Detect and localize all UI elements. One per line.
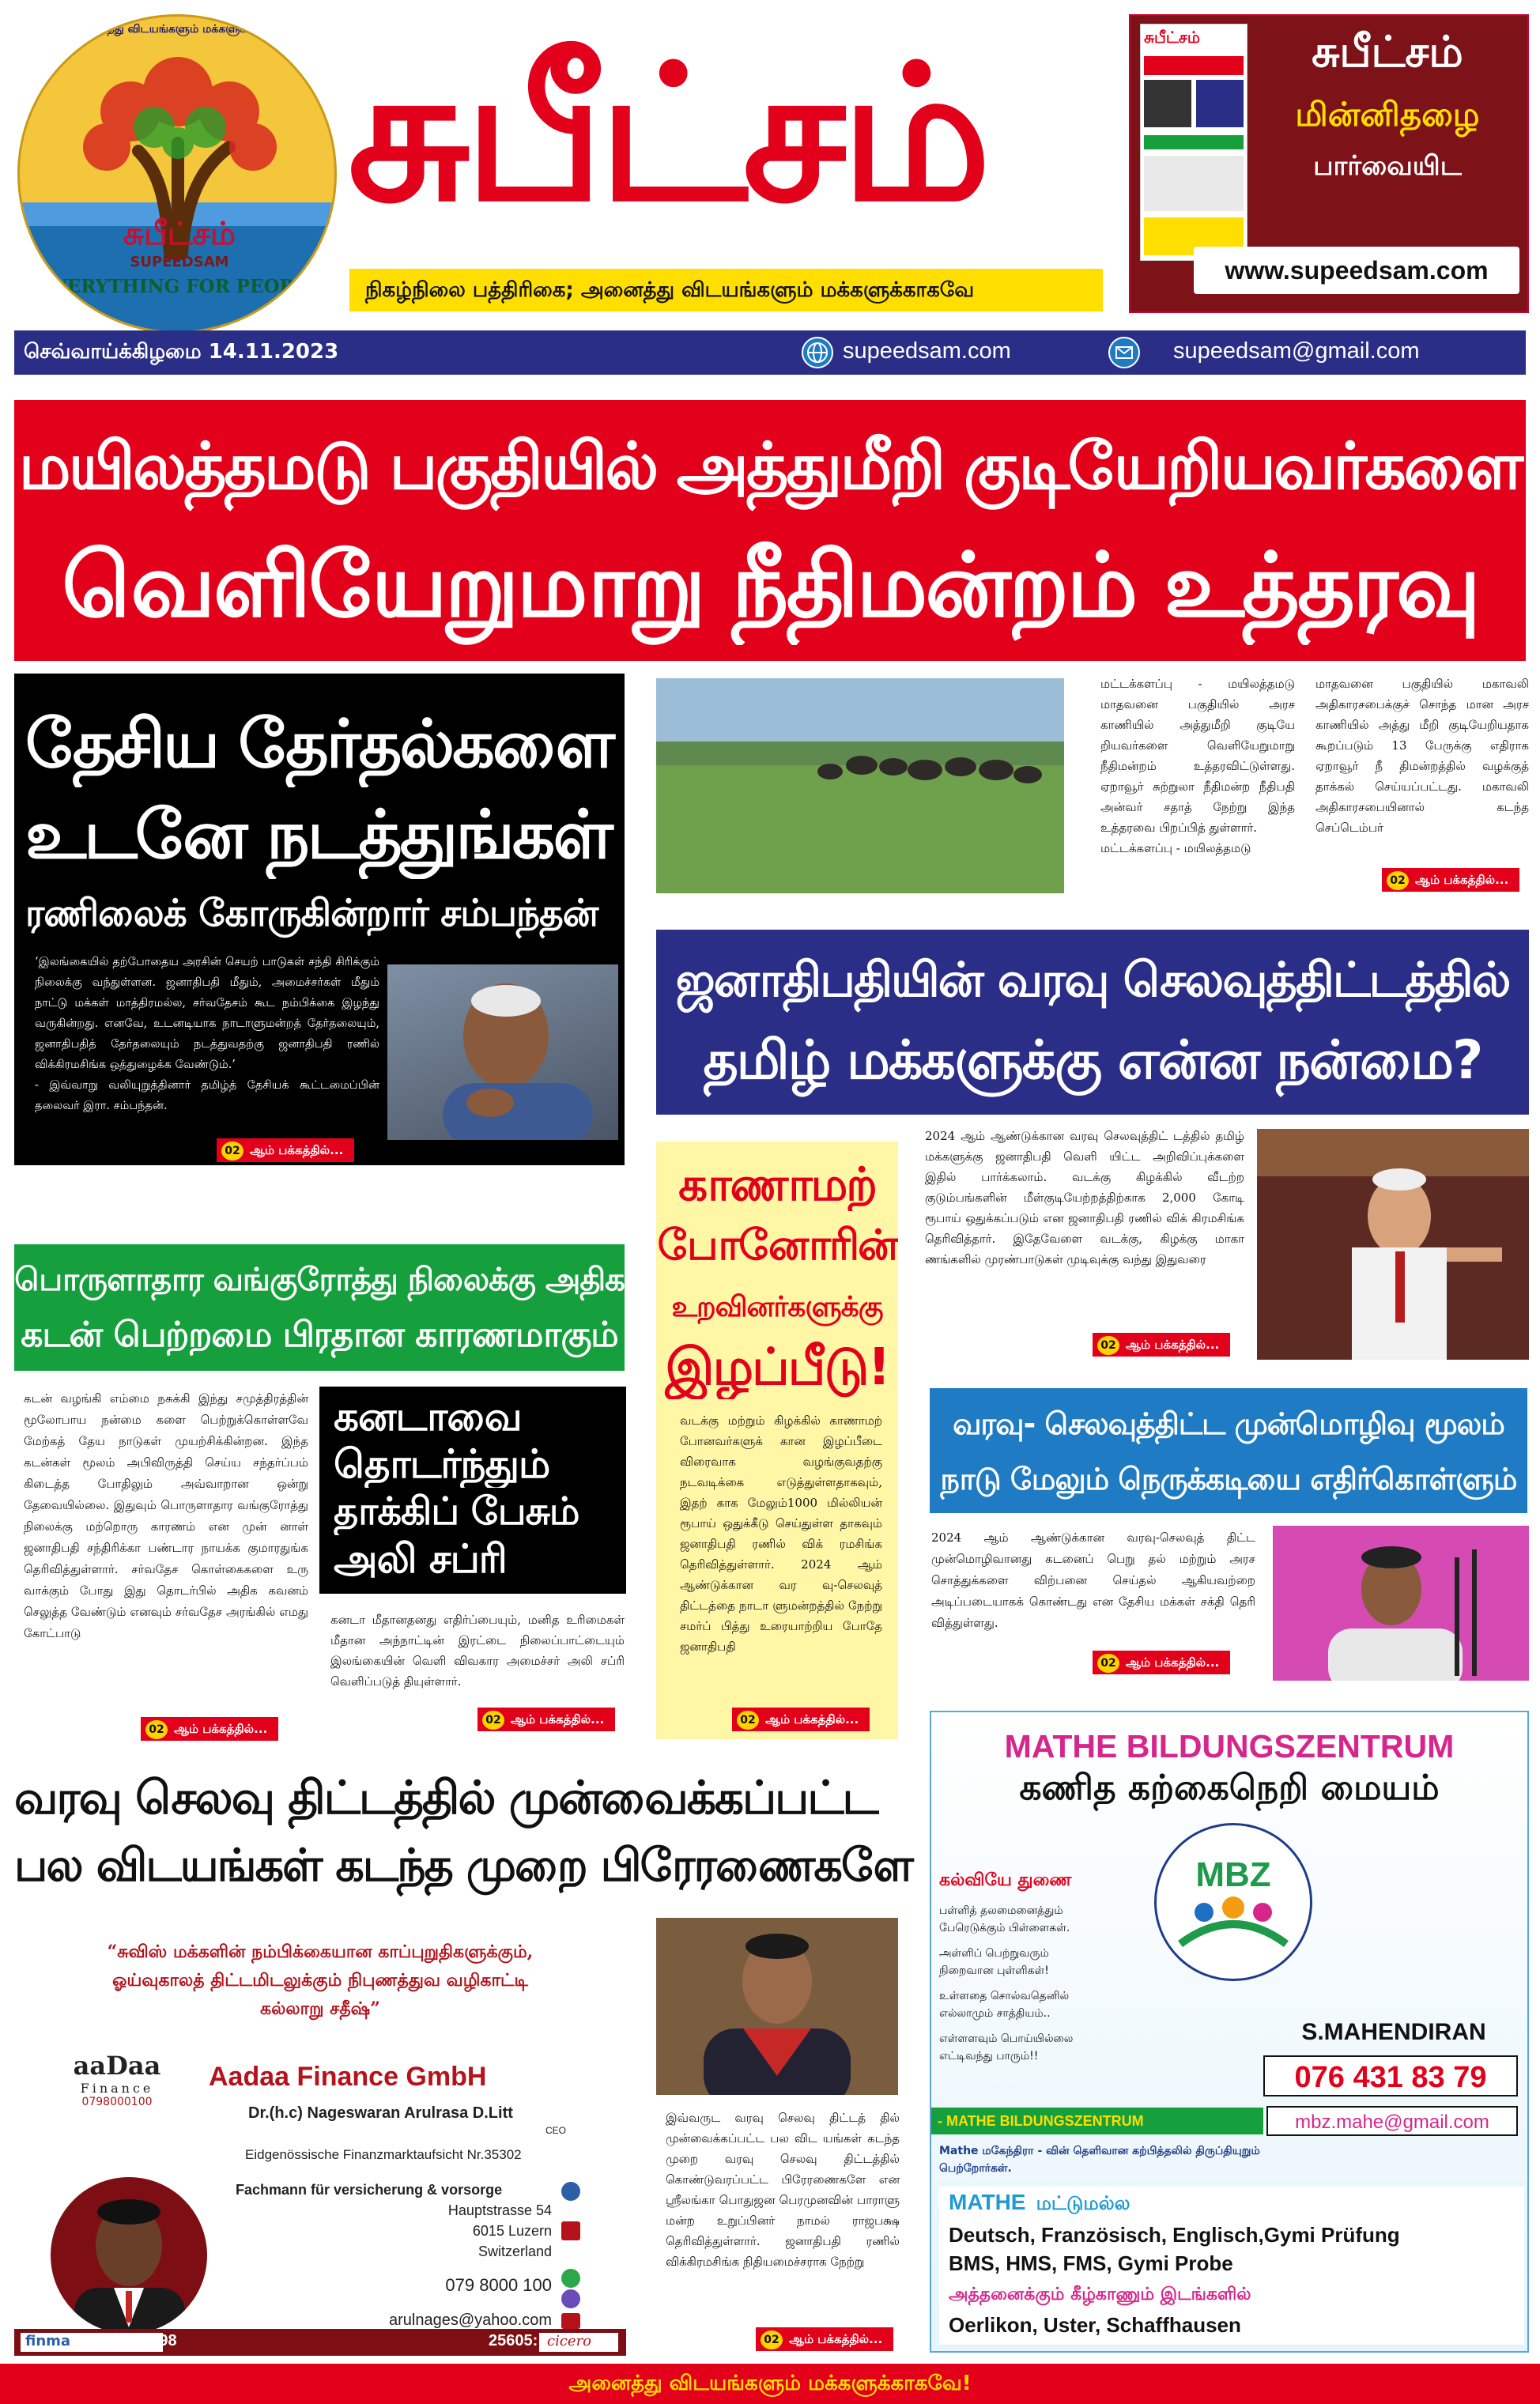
- tagline: [349, 269, 1103, 311]
- globe-icon: [802, 337, 833, 368]
- previous-title2: பல விடயங்கள் கடந்த முறை பிரேரணைகளே: [14, 1840, 912, 1892]
- namal-photo: [656, 1918, 898, 2095]
- thumb-bar: [1144, 135, 1244, 149]
- date-bar: [14, 330, 1526, 375]
- page-number-badge: 02: [761, 2330, 783, 2349]
- sampanthan-title1: தேசிய தேர்தல்களை: [25, 705, 613, 783]
- aadaa-footer-bar: [14, 2329, 626, 2356]
- poem-line: எள்ளளவும் பொய்யில்லை: [939, 2032, 1074, 2045]
- page-number-badge: 02: [1387, 871, 1409, 890]
- logo: [17, 14, 337, 334]
- masthead-title: சுபீட்சம்: [348, 25, 987, 243]
- page-number-badge: 02: [221, 1142, 243, 1160]
- aadaa-email[interactable]: arulnages@yahoo.com: [389, 2312, 552, 2329]
- aadaa-phone[interactable]: 079 8000 100: [445, 2275, 552, 2295]
- continued-label: ஆம் பக்கத்தில்...: [174, 1722, 268, 1736]
- bankruptcy-title2: கடன் பெற்றமை பிரதான காரணமாகும்: [21, 1315, 618, 1355]
- mathe-tutor-note: Mathe மகேந்திரா - வின் தெளிவான கற்பித்தலில் திருப்தியுறும் பெற்றோர்கள்.: [939, 2145, 1260, 2175]
- bankruptcy-title1: பொருளாதார வங்குரோத்து நிலைக்கு அதிக: [14, 1262, 625, 1298]
- sampanthan-title2: உடனே நடத்துங்கள்: [25, 796, 611, 874]
- missing-continued[interactable]: [732, 1708, 870, 1731]
- missing-story: [656, 1142, 898, 1739]
- cicero-label: cicero: [547, 2333, 592, 2349]
- sabry-body: கனடா மீதானதனது எதிர்ப்பையும், மனித உரிமைகள் மீதான அந்நாட்டின் இரட்டை நிலைப்பாட்டையும் இலங்கையின் வெளி விவகார அமைச்சர் அலி சப்ரி வெளிப்படுத் தியுள்ளார்.: [330, 1613, 625, 1689]
- poem-line: எல்லாமும் சாத்தியம்..: [939, 2007, 1051, 2020]
- page-number-badge: 02: [145, 1720, 168, 1739]
- mathe-only-label: MATHE: [949, 2190, 1026, 2214]
- mathe-subjects: Deutsch, Französisch, Englisch,Gymi Prüfung: [949, 2223, 1400, 2247]
- logo-name-latin: SUPEEDSAM: [130, 254, 229, 270]
- page-number-badge: 02: [737, 1711, 759, 1730]
- thumbnail-title: சுபீட்சம்: [1144, 28, 1201, 47]
- promo-line2: மின்னிதழை: [1295, 95, 1480, 134]
- promo-url[interactable]: [1194, 247, 1519, 294]
- sampanthan-body-text: ‘இலங்கையில் தற்போதைய அரசின் செயற் பாடுகள் சந்தி சிரிக்கும் நிலைக்கு வந்துள்ளன. ஜனாதிபதி மீதும், அமைச்சர்கள் மீதும் நாட்டு மக்கள் மாத்திரமல்ல, சர்வதேசம் கூட நம்பிக்கை இழந்து வருகின்றது. எனவே, உடனடியாக நாடாளுமன்றத் தேர்தலையும், ஜனாதிபதித் தேர்தலையும் நடத்துவதற்கு ஜனாதிபதி ரணில் விக்கிரமசிங்க ஒத்துழைக்க வேண்டும்.’: [35, 956, 379, 1071]
- aadaa-country: Switzerland: [477, 2244, 552, 2259]
- sampanthan-story: [14, 674, 625, 1165]
- poem-line: எட்டிவந்து பாரும்!!: [939, 2050, 1039, 2062]
- sampanthan-continued[interactable]: [217, 1138, 354, 1162]
- missing-title2: போனோரின்: [657, 1221, 897, 1270]
- promo-line3: பார்வையிட: [1313, 150, 1462, 182]
- previous-continued[interactable]: [756, 2327, 893, 2351]
- headline-line2: வெளியேறுமாறு நீதிமன்றம் உத்தரவு: [62, 534, 1478, 637]
- continued-label: ஆம் பக்கத்தில்...: [765, 1712, 859, 1727]
- page-number-badge: 02: [1097, 1336, 1119, 1355]
- poem-line: பள்ளித் தலமைனைத்தும்: [939, 1904, 1063, 1917]
- poem-line: உள்ளதை சொல்வதெனில்: [939, 1990, 1070, 2002]
- mathe-locations: Oerlikon, Uster, Schaffhausen: [949, 2313, 1241, 2337]
- aadaa-street: Hauptstrasse 54: [447, 2202, 552, 2218]
- mathe-tag: கல்வியே துணை: [939, 1870, 1072, 1890]
- location-pin-icon: [561, 2221, 580, 2240]
- mayilathamadu-text1: மட்டக்களப்பு - மயிலத்தமடு மாதவனை பகுதியில் அரச காணியில் அத்துமீறி குடியே றியவர்களை வெளியேறுமாறு நீதிமன்றம் உத்தரவிட்டுள்ளது. ஏறாவூர் சுற்றுலா நீதிமன்ற நீதிபதி அன்வர் சதாத் நேற்று இந்த உத்தரவை பிறப்பித் துள்ளார்.: [1100, 677, 1295, 835]
- finma-label: finma: [25, 2333, 71, 2349]
- aadaa-portrait: [51, 2177, 207, 2334]
- bankruptcy-banner: [14, 1244, 625, 1371]
- npp-leader-photo: [1273, 1526, 1529, 1681]
- cicero-logo: [539, 2333, 618, 2352]
- mathe-subjects-box: [939, 2187, 1524, 2345]
- thumb-photo: [1144, 80, 1191, 127]
- promo-url-text: www.supeedsam.com: [1225, 256, 1489, 285]
- main-headline: [14, 400, 1526, 661]
- aadaa-logo-sub: Finance: [80, 2081, 154, 2096]
- aadaa-quote1: “சுவிஸ் மக்களின் நம்பிக்கையான காப்புறுதிகளுக்கும்,: [107, 1942, 534, 1962]
- mathe-poem: [939, 1902, 1145, 2065]
- president-photo: [1257, 1129, 1529, 1360]
- continued-label: ஆம் பக்கத்தில்...: [250, 1143, 344, 1157]
- logo-arc-text: அனைத்து விடயங்களும் மக்களுக்காகவே: [74, 23, 285, 36]
- mayilathamadu-text1-last: மட்டக்களப்பு - மயிலத்தமடு: [1100, 841, 1251, 855]
- continued-label: ஆம் பக்கத்தில்...: [789, 2332, 883, 2346]
- elephant-photo: [656, 678, 1064, 893]
- mathe-only-line: [949, 2190, 1130, 2217]
- cicero-number: 25605:: [489, 2332, 538, 2349]
- thumb-text: [1144, 156, 1244, 211]
- phone-icon: [561, 2269, 580, 2288]
- sabry-continued[interactable]: [477, 1708, 615, 1731]
- bankruptcy-continued[interactable]: [141, 1717, 278, 1741]
- aadaa-quote3: கல்லாறு சதீஷ்”: [260, 1998, 380, 2019]
- footer-text: அனைத்து விடயங்களும் மக்களுக்காகவே!: [568, 2372, 972, 2395]
- budget-tamil-body: 2024 ஆம் ஆண்டுக்கான வரவு செலவுத்திட் டத்தில் தமிழ் மக்களுக்கு ஜனாதிபதி வெளி யிட்ட அறிவிப்புக்களை இதில் பார்க்கலாம். வடக்கு கிழக்கில் வீடற்ற குடும்பங்களின் மீள்குடியேற்றத்திற்காக 2,000 கோடி ரூபாய் ஒதுக்கப்படும் என ஜனாதிபதி ரணில் விக் கிரமசிங்க தெரிவித்தார். இதேவேளை வடக்கு, கிழக்கு மாகா ணங்களில் முரண்பாடுகள் முடிவுக்கு வந்து இதுவரை: [925, 1129, 1244, 1266]
- budget-crisis-title1: வரவு- செலவுத்திட்ட முன்மொழிவு மூலம்: [953, 1406, 1504, 1441]
- continued-label: ஆம் பக்கத்தில்...: [1415, 873, 1509, 887]
- budget-tamil-continued[interactable]: [1093, 1333, 1230, 1357]
- footer-bar: [0, 2364, 1540, 2404]
- budget-crisis-title2: நாடு மேலும் நெருக்கடியை எதிர்கொள்ளும்: [940, 1462, 1517, 1496]
- whatsapp-icon: [561, 2289, 580, 2308]
- sampanthan-photo: [387, 964, 618, 1140]
- aadaa-quote2: ஓய்வுகாலத் திட்டமிடலுக்கும் நிபுணத்துவ வழிகாட்டி: [112, 1970, 528, 1991]
- mathe-title: MATHE BILDUNGSZENTRUM: [1004, 1728, 1455, 1764]
- promo-title: சுபீட்சம்: [1312, 27, 1463, 77]
- sampanthan-subtitle: ரணிலைக் கோருகின்றார் சம்பந்தன்: [25, 892, 598, 935]
- aadaa-cert: Eidgenössische Finanzmarktaufsicht Nr.35302: [245, 2147, 522, 2162]
- aadaa-ad[interactable]: [14, 1918, 626, 2356]
- bankruptcy-body: கடன் வழங்கி எம்மை நசுக்கி இந்து சமுத்திரத்தின் மூலோபாய நன்மை களை பெற்றுக்கொள்ளவே மேற்கத் தேய நாடுகள் முயற்சிக்கின்றன. இந்த கடன்கள் மூலம் அபிவிருத்தி செய்ய சந்தர்ப்பம் கிடைத்த போதிலும் அவ்வாறான ஒன்று தேவையில்லை. இதுவும் பொருளாதார வங்குரோத்து நிலைக்கு மற்றொரு காரணம் என முன் னாள் ஜனாதிபதி சந்திரிக்கா பண்டார நாயக்க குமாரதுங்க தெரிவித்துள்ளார். சர்வதேச கொள்கைகளை உரு வாக்கும் போது இது தொடர்பில் அதிக கவனம் செலுத்த வேண்டும் எனவும் சர்வதேச அரங்கில் எமது கோட்பாடு: [24, 1391, 308, 1640]
- budget-tamil-title2: தமிழ் மக்களுக்கு என்ன நன்மை?: [703, 1029, 1482, 1092]
- mbz-logo: [1154, 1823, 1312, 1981]
- website-link[interactable]: supeedsam.com: [843, 338, 1011, 364]
- missing-title1: காணாமற்: [678, 1157, 876, 1211]
- logo-name-tamil: சுபீட்சம்: [123, 216, 236, 252]
- mbz-logo-text: MBZ: [1195, 1855, 1271, 1894]
- thumb-block: [1196, 80, 1244, 127]
- page-number-badge: 02: [1097, 1654, 1119, 1673]
- mathe-subjects2: BMS, HMS, FMS, Gymi Probe: [949, 2251, 1233, 2275]
- people-icon: [1157, 1896, 1310, 1976]
- sabry-title2: தொடர்ந்தும்: [334, 1441, 550, 1487]
- budget-crisis-banner: [930, 1388, 1527, 1513]
- envelope-icon: [561, 2313, 580, 2329]
- budget-tamil-banner: [656, 930, 1529, 1115]
- aadaa-logo: [62, 2051, 172, 2114]
- mattum-label: மட்டுமல்ல: [1036, 2192, 1130, 2214]
- mathe-band-text: - MATHE BILDUNGSZENTRUM: [938, 2113, 1144, 2129]
- aadaa-role: CEO: [545, 2125, 567, 2136]
- sabry-title1: கனடாவை: [334, 1394, 522, 1440]
- aadaa-line1: Fachmann für versicherung & vorsorge: [236, 2182, 503, 2198]
- missing-title3: உறவினர்களுக்கு: [671, 1291, 883, 1323]
- sampanthan-body-text2: - இவ்வாறு வலியுறுத்தினார் தமிழ்த் தேசியக் கூட்டமைப்பின் தலைவர் இரா. சம்பந்தன்.: [35, 1079, 379, 1112]
- budget-crisis-continued[interactable]: [1093, 1651, 1230, 1674]
- tagline-text: நிகழ்நிலை பத்திரிகை; அனைத்து விடயங்களும் மக்களுக்காகவே: [365, 278, 975, 302]
- mayilathamadu-col2: மாதவனை பகுதியில் மகாவலி அதிகாரசபைக்குச் சொந்த மான அரச காணியில் அத்து மீறி குடியேறியதாக கூறப்படும் 13 பேருக்கு எதிராக ஏறாவூர் நீ திமன்றத்தில் வழக்குத் தாக்கல் செய்யப்பட்டது. மகாவலி அதிகாரசபையினால் கடந்த செப்டெம்பர்: [1315, 677, 1529, 835]
- mathe-email[interactable]: mbz.mahe@gmail.com: [1266, 2106, 1518, 2136]
- epaper-thumbnail: [1140, 24, 1247, 261]
- sabry-banner: [319, 1387, 626, 1594]
- poem-line: நிறைவான புள்ளிகள்!: [939, 1964, 1049, 1977]
- mathe-locations-title: அத்தனைக்கும் கீழ்காணும் இடங்களில்: [949, 2285, 1251, 2304]
- previous-body: இவ்வருட வரவு செலவு திட்டத் தில் முன்வைக்கப்பட்ட பல விட யங்கள் கடந்த முறை வரவு செலவு திட்டத்தில் கொண்டுவரப்பட்ட பிரேரணைகளே என ஸ்ரீலங்கா பொதுஜன பெரமுனவின் பாராளு மன்ற உறுப்பினர் நாமல் ராஜபக்ஷ தெரிவித்துள்ளார். ஜனாதிபதி ரணில் விக்கிரமசிங்க நிதியமைச்சராக நேற்று: [666, 2111, 900, 2269]
- poem-line: பேரெடுக்கும் பிள்ளைகள்.: [939, 1922, 1070, 1934]
- sabry-title4: அலி சப்ரி: [334, 1536, 507, 1582]
- logo-slogan: EVERYTHING FOR PEOPLE: [39, 276, 320, 297]
- aadaa-company: Aadaa Finance GmbH: [209, 2062, 487, 2092]
- aadaa-logo-phone: 0798000100: [81, 2096, 153, 2108]
- poem-line: அள்ளிப் பெற்றுவரும்: [939, 1947, 1049, 1960]
- mathe-subtitle: கணித கற்கைநெறி மையம்: [1019, 1768, 1440, 1808]
- continued-label: ஆம் பக்கத்தில்...: [1126, 1655, 1220, 1670]
- mayilathamadu-col1: [1100, 674, 1295, 859]
- missing-body: வடக்கு மற்றும் கிழக்கில் காணாமற் போனவர்களுக் கான இழப்பீடை விரைவாக வழங்குவதற்கு நடவடிக்கை எடுத்துள்ளதாகவும், இதற் காக மேலும்1000 மில்லியன் ரூபாய் ஒதுக்கீடு செய்துள்ள தாகவும் ஜனாதிபதி ரணில் விக் ரமசிங்க தெரிவித்துள்ளார். 2024 ஆம் ஆண்டுக்கான வர வு-செலவுத் திட்டத்தை நாடா ளுமன்றத்தில் நேற்று சமர்ப் பித்து உரையாற்றிய போதே ஜனாதிபதி: [680, 1413, 882, 1654]
- aadaa-city: 6015 Luzern: [472, 2223, 552, 2239]
- mathe-phone[interactable]: 076 431 83 79: [1263, 2055, 1518, 2096]
- aadaa-logo-word: aaDaa: [73, 2051, 161, 2081]
- sampanthan-body: [35, 952, 379, 1116]
- masthead: [0, 0, 1540, 316]
- headline-line1: மயிலத்தமடு பகுதியில் அத்துமீறி குடியேறியவர்களை: [18, 429, 1522, 504]
- missing-title4: இழப்பீடு!: [665, 1338, 889, 1397]
- budget-tamil-title1: ஜனாதிபதியின் வரவு செலவுத்திட்டத்தில்: [675, 953, 1510, 1008]
- budget-crisis-body: 2024 ஆம் ஆண்டுக்கான வரவு-செலவுத் திட்ட முன்மொழிவானது கடனைப் பெறு தல் மற்றும் அரச சொத்துக்களை விற்பனை செய்தல் ஆகியவற்றை அடிப்படையாகக் கொண்டது என தேசிய மக்கள் சக்தி தெரி வித்துள்ளது.: [931, 1530, 1255, 1630]
- continued-label: ஆம் பக்கத்தில்...: [1126, 1338, 1220, 1352]
- previous-title1: வரவு செலவு திட்டத்தில் முன்வைக்கப்பட்ட: [14, 1771, 878, 1825]
- badge-icon: [561, 2182, 580, 2201]
- mayilathamadu-continued[interactable]: [1382, 868, 1519, 892]
- email-link[interactable]: supeedsam@gmail.com: [1173, 338, 1420, 364]
- thumb-banner: [1144, 56, 1244, 75]
- mathe-band: [931, 2108, 1263, 2134]
- epaper-promo[interactable]: [1129, 14, 1529, 313]
- issue-date: செவ்வாய்க்கிழமை 14.11.2023: [24, 340, 339, 364]
- mail-icon: [1108, 337, 1140, 368]
- finma-number: 34598: [133, 2332, 177, 2349]
- mathe-ad[interactable]: [930, 1711, 1529, 2353]
- mathe-name: S.MAHENDIRAN: [1301, 2019, 1486, 2045]
- continued-label: ஆம் பக்கத்தில்...: [511, 1712, 605, 1727]
- page-number-badge: 02: [482, 1711, 504, 1730]
- aadaa-person: Dr.(h.c) Nageswaran Arulrasa D.Litt: [248, 2104, 513, 2122]
- sabry-title3: தாக்கிப் பேசும்: [334, 1489, 579, 1534]
